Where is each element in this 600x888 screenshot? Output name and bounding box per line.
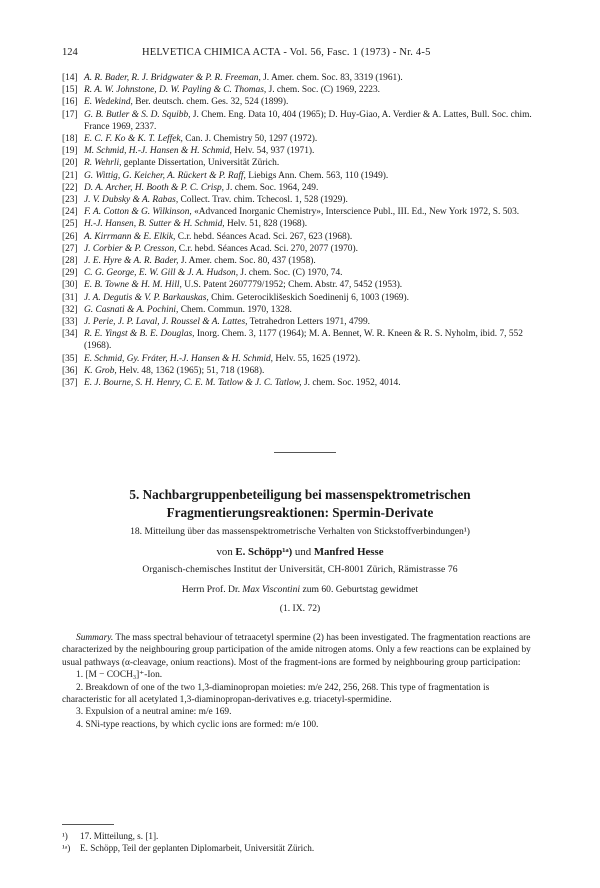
article-subtitle: 18. Mitteilung über das massenspektrometrische Verhalten von Stickstoffverbindungen¹): [130, 526, 470, 537]
reference-text: [84, 353, 542, 365]
reference-number: [33]: [62, 317, 78, 328]
reference-item: [62, 206, 542, 218]
reference-text: [84, 96, 542, 108]
summary-label: Summary.: [76, 633, 114, 643]
reference-item: [62, 72, 542, 84]
reference-text: [84, 255, 542, 267]
reference-number: [15]: [62, 85, 78, 96]
reference-number: [29]: [62, 268, 78, 279]
reference-number: [22]: [62, 182, 78, 193]
reference-citation: J. chem. Soc. (C) 1969, 2223.: [266, 85, 381, 96]
reference-item: [62, 109, 542, 133]
reference-authors: G. Wittig, G. Keicher, A. Rückert & P. Raff,: [84, 170, 246, 181]
reference-text: [84, 145, 542, 157]
reference-authors: M. Schmid, H.-J. Hansen & H. Schmid,: [84, 146, 232, 157]
reference-item: [62, 84, 542, 96]
reference-item: [62, 365, 542, 377]
footnote-text: 17. Mitteilung, s. [1].: [80, 831, 159, 841]
reference-authors: C. G. George, E. W. Gill & J. A. Hudson,: [84, 268, 239, 279]
page-number: 124: [62, 47, 78, 58]
reference-citation: Inorg. Chem. 3, 1177 (1964); M. A. Bennet, W. R. Kneen & R. S. Nyholm, ibid. 7, 552 (1968).: [84, 329, 523, 352]
reference-citation: Collect. Trav. chim. Tchecosl. 1, 528 (1929).: [178, 195, 348, 206]
reference-text: [84, 328, 542, 352]
reference-item: [62, 145, 542, 157]
reference-authors: R. E. Yingst & B. E. Douglas,: [84, 329, 195, 340]
reference-number: [20]: [62, 158, 78, 169]
reference-item: [62, 133, 542, 145]
reference-authors: A. Kirrmann & E. Elkik,: [84, 231, 176, 242]
reference-text: [84, 292, 542, 304]
reference-number: [34]: [62, 329, 78, 340]
reference-item: [62, 157, 542, 169]
reference-number: [14]: [62, 73, 78, 83]
reference-number: [17]: [62, 109, 78, 120]
reference-text: [84, 279, 542, 291]
reference-citation: Helv. 51, 828 (1968).: [224, 219, 308, 230]
reference-number: [37]: [62, 378, 78, 389]
article-title-line-1: 5. Nachbargruppenbeteiligung bei massenspektrometrischen: [129, 487, 471, 502]
reference-number: [25]: [62, 219, 78, 230]
reference-text: [84, 109, 542, 133]
running-title: HELVETICA CHIMICA ACTA - Vol. 56, Fasc. 1 (1973) - Nr. 4-5: [142, 47, 431, 58]
reference-number: [19]: [62, 146, 78, 157]
reference-citation: Helv. 55, 1625 (1972).: [273, 353, 361, 364]
reference-authors: A. R. Bader, R. J. Bridgwater & P. R. Freeman,: [84, 73, 261, 83]
reference-authors: F. A. Cotton & G. Wilkinson,: [84, 207, 192, 218]
reference-authors: J. E. Hyre & A. R. Bader,: [84, 256, 179, 267]
reference-item: [62, 231, 542, 243]
footnote: [62, 842, 540, 854]
reference-item: [62, 96, 542, 108]
summary-item-2: 2. Breakdown of one of the two 1,3-diaminopropan moieties: m/e 242, 256, 268. This type of fragmentation is characteristic for all acetylated 1,3-diaminopropan-derivatives e.g. triacetyl-spermidine.: [62, 682, 490, 706]
reference-authors: D. A. Archer, H. Booth & P. C. Crisp,: [84, 182, 225, 193]
reference-citation: Liebigs Ann. Chem. 563, 110 (1949).: [245, 170, 389, 181]
reference-item: [62, 194, 542, 206]
reference-text: [84, 84, 542, 96]
reference-text: [84, 267, 542, 279]
footnote: [62, 830, 540, 842]
reference-text: [84, 206, 542, 218]
article-title: [60, 486, 540, 522]
reference-citation: geplante Dissertation, Universität Zürich.: [121, 158, 280, 169]
reference-item: [62, 316, 542, 328]
reference-authors: G. B. Butler & S. D. Squibb,: [84, 109, 191, 120]
author-and: und: [292, 546, 314, 558]
dedication-name: Max Viscontini: [242, 584, 301, 595]
summary-item-3: 3. Expulsion of a neutral amine: m/e 169.: [76, 707, 232, 718]
footnotes: [62, 830, 540, 855]
footnote-mark: ¹): [62, 831, 68, 841]
summary-item-4: 4. SNi-type reactions, by which cyclic ions are formed: m/e 100.: [76, 719, 319, 730]
reference-number: [28]: [62, 256, 78, 267]
reference-text: [84, 170, 542, 182]
reference-authors: K. Grob,: [84, 365, 117, 376]
reference-number: [23]: [62, 195, 78, 206]
reference-citation: Helv. 48, 1362 (1965); 51, 718 (1968).: [116, 365, 265, 376]
reference-authors: R. Wehrli,: [84, 158, 122, 169]
author-by: von: [216, 546, 236, 558]
reference-citation: U.S. Patent 2607779/1952; Chem. Abstr. 47, 5452 (1953).: [181, 280, 403, 291]
reference-item: [62, 279, 542, 291]
reference-text: [84, 218, 542, 230]
dedication-prefix: Herrn Prof. Dr.: [181, 584, 243, 595]
running-header: [62, 47, 538, 58]
reference-item: [62, 353, 542, 365]
reference-item: [62, 292, 542, 304]
dedication-suffix: zum 60. Geburtstag gewidmet: [300, 584, 419, 595]
article-title-line-2: Fragmentierungsreaktionen: Spermin-Derivate: [166, 505, 434, 520]
affiliation: Organisch-chemisches Institut der Universität, CH-8001 Zürich, Rämistrasse 76: [142, 564, 458, 575]
reference-citation: Can. J. Chemistry 50, 1297 (1972).: [182, 134, 318, 145]
dedication: [60, 584, 540, 595]
reference-citation: J. Amer. chem. Soc. 80, 437 (1958).: [178, 256, 316, 267]
reference-number: [35]: [62, 353, 78, 364]
reference-number: [26]: [62, 231, 78, 242]
received-date: (1. IX. 72): [279, 603, 321, 614]
reference-citation: Tetrahedron Letters 1971, 4799.: [247, 317, 371, 328]
reference-number: [16]: [62, 97, 78, 108]
reference-citation: J. Chem. Eng. Data 10, 404 (1965); D. Huy-Giao, A. Verdier & A. Lattes, Bull. Soc. chim. France 1969, 2337.: [84, 109, 532, 132]
reference-number: [24]: [62, 207, 78, 218]
reference-number: [32]: [62, 304, 78, 315]
summary-intro-text: The mass spectral behaviour of tetraacetyl spermine (2) has been investigated. The fragmentation reactions are characterized by the neighbouring group participation of the amide nitrogen atoms. Only a few reactions can be explained by usual pathways (α-cleavage, onium reactions). Most of the fragment-ions are formed by neighbouring group participation:: [62, 633, 531, 668]
reference-authors: R. A. W. Johnstone, D. W. Payling & C. Thomas,: [84, 85, 267, 96]
reference-authors: J. A. Degutis & V. P. Barkauskas,: [84, 292, 209, 303]
reference-authors: J. V. Dubsky & A. Rabas,: [84, 195, 179, 206]
reference-item: [62, 182, 542, 194]
reference-citation: Helv. 54, 937 (1971).: [231, 146, 315, 157]
reference-citation: J. chem. Soc. (C) 1970, 74.: [238, 268, 343, 279]
reference-text: [84, 157, 542, 169]
reference-citation: C.r. hebd. Séances Acad. Sci. 267, 623 (1968).: [175, 231, 353, 242]
reference-authors: G. Casnati & A. Pochini,: [84, 304, 179, 315]
reference-authors: E. C. F. Ko & K. T. Leffek,: [84, 134, 183, 145]
reference-text: [84, 365, 542, 377]
author-schoepp: E. Schöpp¹ᵃ): [235, 546, 293, 558]
reference-item: [62, 243, 542, 255]
reference-number: [27]: [62, 243, 78, 254]
reference-text: [84, 304, 542, 316]
reference-citation: C.r. hebd. Séances Acad. Sci. 270, 2077 (1970).: [176, 243, 358, 254]
reference-item: [62, 255, 542, 267]
reference-text: [84, 316, 542, 328]
reference-text: [84, 243, 542, 255]
footnote-mark: ¹ᵃ): [62, 843, 71, 854]
reference-authors: E. Wedekind,: [84, 97, 133, 108]
reference-citation: Chim. Geterociklišeskich Soedinenij 6, 1003 (1969).: [208, 292, 409, 303]
author-hesse: Manfred Hesse: [313, 546, 384, 558]
footnote-text: E. Schöpp, Teil der geplanten Diplomarbeit, Universität Zürich.: [80, 843, 315, 854]
reference-number: [31]: [62, 292, 78, 303]
reference-item: [62, 377, 542, 389]
reference-authors: E. Schmid, Gy. Fráter, H.-J. Hansen & H. Schmid,: [84, 353, 274, 364]
reference-item: [62, 170, 542, 182]
reference-number: [30]: [62, 280, 78, 291]
summary-intro: [62, 632, 540, 669]
reference-text: [84, 72, 542, 84]
reference-authors: E. J. Bourne, S. H. Henry, C. E. M. Tatlow & J. C. Tatlow,: [84, 378, 302, 389]
reference-number: [21]: [62, 170, 78, 181]
reference-authors: H.-J. Hansen, B. Sutter & H. Schmid,: [84, 219, 225, 230]
reference-citation: J. chem. Soc. 1964, 249.: [224, 182, 319, 193]
reference-text: [84, 182, 542, 194]
reference-text: [84, 377, 542, 389]
reference-citation: J. Amer. chem. Soc. 83, 3319 (1961).: [260, 73, 403, 83]
reference-item: [62, 328, 542, 352]
reference-citation: Ber. deutsch. chem. Ges. 32, 524 (1899).: [132, 97, 289, 108]
reference-authors: J. Perie, J. P. Laval, J. Roussel & A. Lattes,: [84, 317, 248, 328]
reference-authors: E. B. Towne & H. M. Hill,: [84, 280, 182, 291]
section-divider: [274, 452, 336, 453]
reference-item: [62, 304, 542, 316]
reference-item: [62, 218, 542, 230]
reference-item: [62, 267, 542, 279]
reference-number: [18]: [62, 134, 78, 145]
reference-citation: J. chem. Soc. 1952, 4014.: [301, 378, 401, 389]
reference-number: [36]: [62, 365, 78, 376]
reference-text: [84, 194, 542, 206]
reference-authors: J. Corbier & P. Cresson,: [84, 243, 177, 254]
summary-section: [62, 632, 540, 731]
reference-list: [62, 72, 542, 389]
footnote-rule: [62, 824, 114, 825]
reference-text: [84, 133, 542, 145]
reference-citation: Chem. Commun. 1970, 1328.: [178, 304, 292, 315]
author-line: [60, 546, 540, 558]
reference-text: [84, 231, 542, 243]
summary-item-1: 1. [M − COCH₃]⁺-Ion.: [76, 670, 163, 681]
reference-citation: «Advanced Inorganic Chemistry», Interscience Publ., III. Ed., New York 1972, S. 503.: [191, 207, 520, 218]
